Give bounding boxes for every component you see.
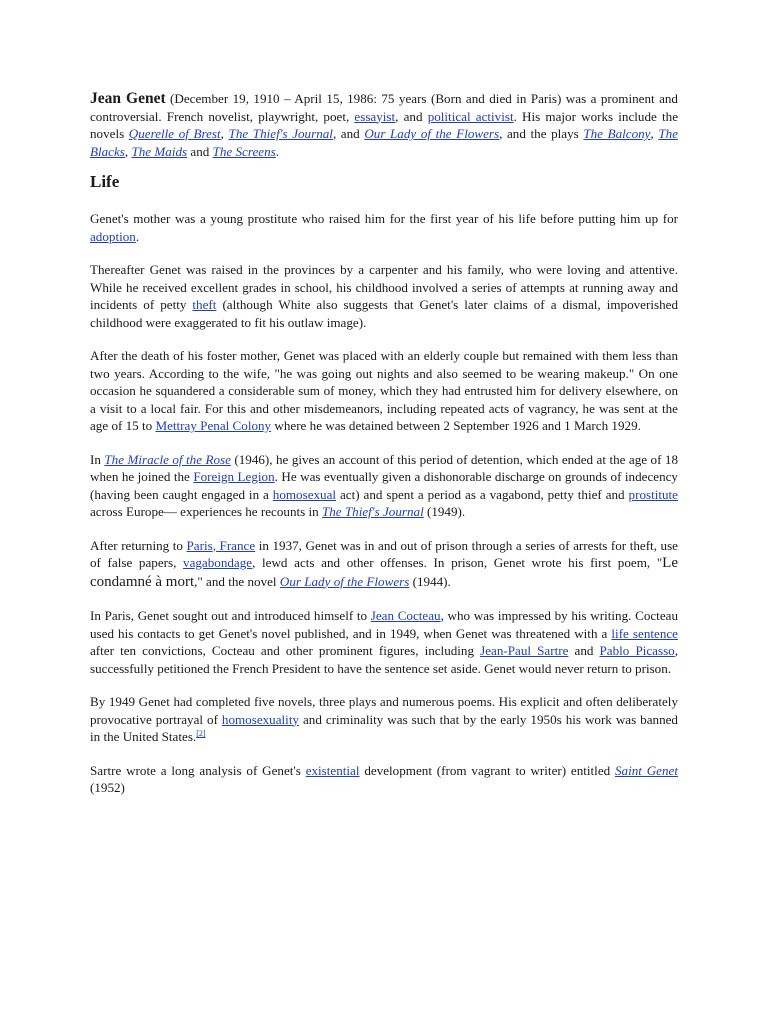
- link-miracle-of-the-rose[interactable]: The Miracle of the Rose: [104, 451, 231, 467]
- link-saint-genet[interactable]: Saint Genet: [615, 762, 678, 778]
- paragraph-mother: Genet's mother was a young prostitute who raised him for the first year of his life before putting him up for adoption.: [90, 211, 678, 244]
- link-the-blacks[interactable]: The Blacks: [90, 126, 678, 159]
- link-foreign-legion[interactable]: Foreign Legion: [193, 469, 275, 484]
- link-existential[interactable]: existential: [305, 762, 360, 778]
- paragraph-detention: In The Miracle of the Rose (1946), he gives an account of this period of detention, which ended at the age of 18 when he joined the Foreign Legion. He was eventually given a dishonorable discharge on grounds of indecency (having been caught engaged in a homosexual act) and spent a period as a vagabond, petty thief and prostitute across Europe— experiences he recounts in The Thief's Journal (1949).: [90, 451, 678, 519]
- section-heading-life: Life: [90, 172, 120, 191]
- paragraph-sartre: Sartre wrote a long analysis of Genet's existential development (from vagrant to writer) entitled Saint Genet (1952): [90, 762, 678, 795]
- reference-link-2[interactable]: [2]: [196, 729, 206, 738]
- link-theft[interactable]: theft: [192, 297, 217, 312]
- link-paris-france[interactable]: Paris, France: [186, 537, 256, 553]
- link-our-lady-of-the-flowers[interactable]: Our Lady of the Flowers: [364, 126, 500, 141]
- link-pablo-picasso[interactable]: Pablo Picasso: [599, 643, 675, 658]
- paragraph-childhood: Thereafter Genet was raised in the provinces by a carpenter and his family, who were loving and attentive. While he received excellent grades in school, his childhood involved a series of attempts at running away and incidents of petty theft (although White also suggests that Genet's later claims of a dismal, impoverished childhood were exaggerated to fit his outlaw image).: [90, 262, 678, 330]
- intro-paragraph: Jean Genet (December 19, 1910 – April 15, 1986: 75 years (Born and died in Paris) was a prominent and controversial. French novelist, playwright, poet, essayist, and political activist. His major works include the novels Querelle of Brest, The Thief's Journal, and Our Lady of the Flowers, and the plays The Balcony, The Blacks, The Maids and The Screens.: [90, 90, 679, 159]
- link-vagabondage[interactable]: vagabondage: [183, 555, 253, 570]
- link-jean-paul-sartre[interactable]: Jean-Paul Sartre: [480, 643, 569, 658]
- link-thiefs-journal-2[interactable]: The Thief's Journal: [321, 504, 424, 519]
- link-mettray-penal-colony[interactable]: Mettray Penal Colony: [155, 418, 272, 433]
- link-our-lady-of-the-flowers-2[interactable]: Our Lady of the Flowers: [279, 573, 410, 589]
- link-adoption[interactable]: adoption: [90, 228, 136, 244]
- link-essayist[interactable]: essayist: [354, 108, 396, 124]
- link-political-activist[interactable]: political activist: [427, 108, 514, 124]
- subject-name: Jean Genet: [90, 90, 166, 107]
- link-the-screens[interactable]: The Screens: [212, 143, 276, 159]
- paragraph-prison: After returning to Paris, France in 1937, Genet was in and out of prison through a series of arrests for theft, use of false papers, vagabondage, lewd acts and other offenses. In prison, Genet wrote his first poem, "Le condamné à mort," and the novel Our Lady of the Flowers (1944).: [90, 537, 678, 590]
- article: [90, 90, 678, 813]
- poem-title: Le condamné à mort: [90, 555, 678, 590]
- link-homosexuality[interactable]: homosexuality: [221, 711, 300, 727]
- link-jean-cocteau[interactable]: Jean Cocteau: [370, 608, 441, 623]
- paragraph-cocteau: In Paris, Genet sought out and introduced himself to Jean Cocteau, who was impressed by his writing. Cocteau used his contacts to get Genet's novel published, and in 1949, when Genet was threatened with a life sentence after ten convictions, Cocteau and other prominent figures, including Jean-Paul Sartre and Pablo Picasso, successfully petitioned the French President to have the sentence set aside. Genet would never return to prison.: [90, 608, 679, 676]
- link-prostitute[interactable]: prostitute: [628, 486, 678, 502]
- link-life-sentence[interactable]: life sentence: [611, 625, 678, 641]
- paragraph-foster: After the death of his foster mother, Genet was placed with an elderly couple but remained with them less than two years. According to the wife, "he was going out nights and also seemed to be wearing makeup." On one occasion he squandered a considerable sum of money, which they had entrusted him for delivery elsewhere, on a visit to a local fair. For this and other misdemeanors, including repeated acts of vagrancy, he was sent at the age of 15 to Mettray Penal Colony where he was detained between 2 September 1926 and 1 March 1929.: [90, 348, 678, 433]
- link-thiefs-journal[interactable]: The Thief's Journal: [228, 126, 333, 141]
- link-the-balcony[interactable]: The Balcony: [583, 126, 651, 141]
- link-querelle-of-brest[interactable]: Querelle of Brest: [128, 126, 221, 141]
- link-homosexual[interactable]: homosexual: [272, 486, 337, 502]
- paragraph-works-1949: By 1949 Genet had completed five novels, three plays and numerous poems. His explicit and often deliberately provocative portrayal of homosexuality and criminality was such that by the early 1950s his work was banned in the United States.[2]: [90, 694, 678, 744]
- link-the-maids[interactable]: The Maids: [131, 143, 188, 159]
